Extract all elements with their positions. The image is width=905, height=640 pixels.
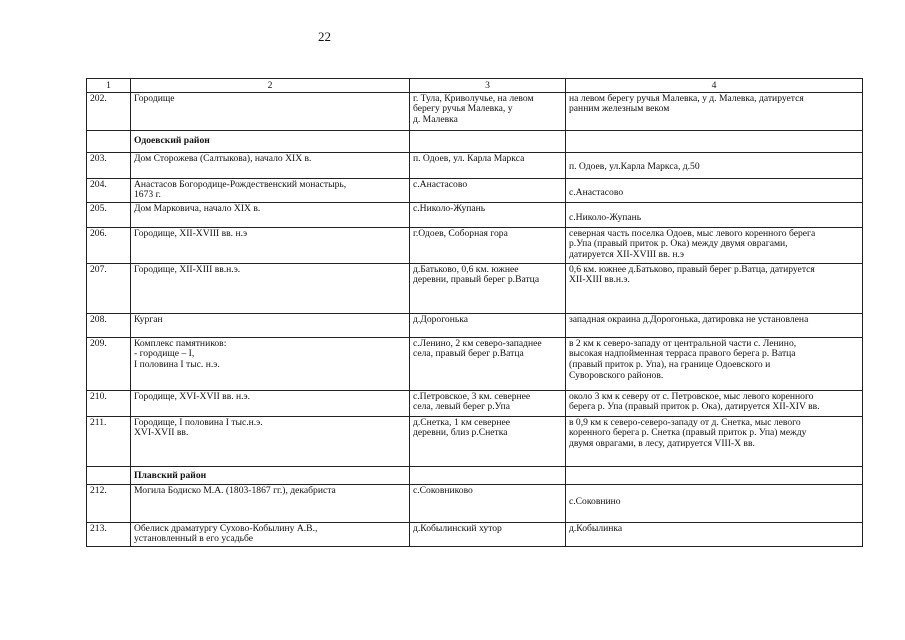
description-line: в 0,9 км к северо-северо-западу от д. Снетка, мыс левого — [569, 416, 801, 428]
monument-location: г.Одоев, Соборная гора — [410, 227, 566, 263]
monument-description — [566, 390, 863, 416]
row-number: 205. — [87, 202, 131, 227]
description-line: Суворовского районов. — [569, 369, 664, 381]
table-row — [87, 202, 863, 227]
header-col-3: 3 — [410, 79, 566, 93]
row-number: 208. — [87, 313, 131, 337]
monument-location — [410, 92, 566, 130]
table-row — [87, 390, 863, 416]
header-col-4: 4 — [566, 79, 863, 93]
monument-location: п. Одоев, ул. Карла Маркса — [410, 152, 566, 178]
monument-name — [131, 337, 410, 390]
monument-name: Могила Бодиско М.А. (1803-1867 гг.), декабриста — [131, 484, 410, 522]
description-line: 0,6 км. южнее д.Батьково, правый берег р.Ватца, датируется — [569, 263, 815, 275]
description-line: северная часть поселка Одоев, мыс левого коренного берега — [569, 227, 816, 239]
description-line: датируется XII-XVIII вв. н.э — [569, 249, 685, 261]
monument-location: д.Кобылинский хутор — [410, 522, 566, 546]
name-line: Обелиск драматургу Сухово-Кобылину А.В., — [134, 522, 318, 534]
table-row — [87, 152, 863, 178]
monument-name — [131, 522, 410, 546]
table-row — [87, 337, 863, 390]
description-line: ранним железным веком — [569, 103, 670, 115]
monument-name: Городище, XII-XVIII вв. н.э — [131, 227, 410, 263]
monument-description: западная окраина д.Дорогонька, датировка не установлена — [566, 313, 863, 337]
location-line: деревни, близ р.Снетка — [413, 427, 508, 439]
table-row — [87, 263, 863, 313]
description-line: р.Упа (правый приток р. Ока) между двумя оврагами, — [569, 238, 788, 250]
table-row — [87, 313, 863, 337]
monument-location: с.Анастасово — [410, 178, 566, 202]
monument-name: Городище, XVI-XVII вв. н.э. — [131, 390, 410, 416]
row-number: 204. — [87, 178, 131, 202]
row-number: 202. — [87, 92, 131, 130]
page-number: 22 — [318, 29, 331, 44]
monuments-table — [86, 78, 863, 547]
district-row — [87, 130, 863, 152]
name-line: Комплекс памятников: — [134, 337, 227, 349]
row-number: 213. — [87, 522, 131, 546]
monument-location — [410, 390, 566, 416]
table-row — [87, 484, 863, 522]
monument-name: Дом Сторожева (Салтыкова), начало XIX в. — [131, 152, 410, 178]
name-line: I половина I тыс. н.э. — [134, 359, 220, 371]
row-number: 207. — [87, 263, 131, 313]
description-line: коренного берега р. Снетка (правый приток р. Упа) между — [569, 427, 807, 439]
location-line: г. Тула, Криволучье, на левом — [413, 92, 534, 104]
monument-description — [566, 263, 863, 313]
name-line: Анастасов Богородице-Рождественский монастырь, — [134, 178, 347, 190]
table-row — [87, 227, 863, 263]
description-line: в 2 км к северо-западу от центральной части с. Ленино, — [569, 337, 797, 349]
name-line: установленный в его усадьбе — [134, 533, 254, 545]
monument-description: п. Одоев, ул.Карла Маркса, д.50 — [566, 152, 863, 178]
location-line: села, правый берег р.Ватца — [413, 348, 524, 360]
monument-location — [410, 337, 566, 390]
location-line: деревни, правый берег р.Ватца — [413, 274, 540, 286]
monument-location: с.Соковниково — [410, 484, 566, 522]
monument-location — [410, 263, 566, 313]
table-row — [87, 416, 863, 466]
name-line: 1673 г. — [134, 189, 161, 201]
district-row — [87, 466, 863, 484]
monument-name: Городище, XII-XIII вв.н.э. — [131, 263, 410, 313]
district-title: Плавский район — [134, 469, 207, 481]
location-line: д.Снетка, 1 км севернее — [413, 416, 510, 428]
district-title: Одоевский район — [134, 134, 210, 146]
table-row — [87, 522, 863, 546]
monument-location — [410, 416, 566, 466]
table-row — [87, 92, 863, 130]
row-number: 209. — [87, 337, 131, 390]
table-row — [87, 178, 863, 202]
row-number: 206. — [87, 227, 131, 263]
name-line: - городище – I, — [134, 348, 195, 360]
row-number: 210. — [87, 390, 131, 416]
monument-name — [131, 178, 410, 202]
row-number: 211. — [87, 416, 131, 466]
monument-description — [566, 337, 863, 390]
monument-description: с.Анастасово — [566, 178, 863, 202]
location-line: с.Ленино, 2 км северо-западнее — [413, 337, 542, 349]
description-line: берега р. Упа (правый приток р. Ока), датируется XII-XIV вв. — [569, 401, 820, 413]
row-number: 203. — [87, 152, 131, 178]
monument-name: Курган — [131, 313, 410, 337]
monument-location: с.Николо-Жупань — [410, 202, 566, 227]
monument-location: д.Дорогонька — [410, 313, 566, 337]
monument-description: д.Кобылинка — [566, 522, 863, 546]
location-line: берегу ручья Малевка, у — [413, 103, 513, 115]
description-line: высокая надпойменная терраса правого берега р. Ватца — [569, 348, 796, 360]
location-line: села, левый берег р.Упа — [413, 401, 510, 413]
monument-description — [566, 416, 863, 466]
header-col-1: 1 — [87, 79, 131, 93]
monument-name: Дом Марковича, начало XIX в. — [131, 202, 410, 227]
name-line: XVI-XVII вв. — [134, 427, 189, 439]
monument-name — [131, 416, 410, 466]
header-col-2: 2 — [131, 79, 410, 93]
location-line: д.Батьково, 0,6 км. южнее — [413, 263, 519, 275]
description-line: (правый приток р. Упа), на границе Одоевского и — [569, 359, 771, 371]
monument-description — [566, 92, 863, 130]
location-line: с.Петровское, 3 км. севернее — [413, 390, 531, 402]
description-line: около 3 км к северу от с. Петровское, мыс левого коренного — [569, 390, 814, 402]
description-line: двумя оврагами, в лесу, датируется VIII-X вв. — [569, 438, 755, 450]
description-line: XII-XIII вв.н.э. — [569, 274, 630, 286]
monument-name: Городище — [131, 92, 410, 130]
table-header-row — [87, 79, 863, 93]
location-line: д. Малевка — [413, 114, 458, 126]
description-line: на левом берегу ручья Малевка, у д. Малевка, датируется — [569, 92, 804, 104]
name-line: Городище, I половина I тыс.н.э. — [134, 416, 263, 428]
monument-description: с.Соковнино — [566, 484, 863, 522]
monument-description — [566, 227, 863, 263]
monument-description: с.Николо-Жупань — [566, 202, 863, 227]
row-number: 212. — [87, 484, 131, 522]
